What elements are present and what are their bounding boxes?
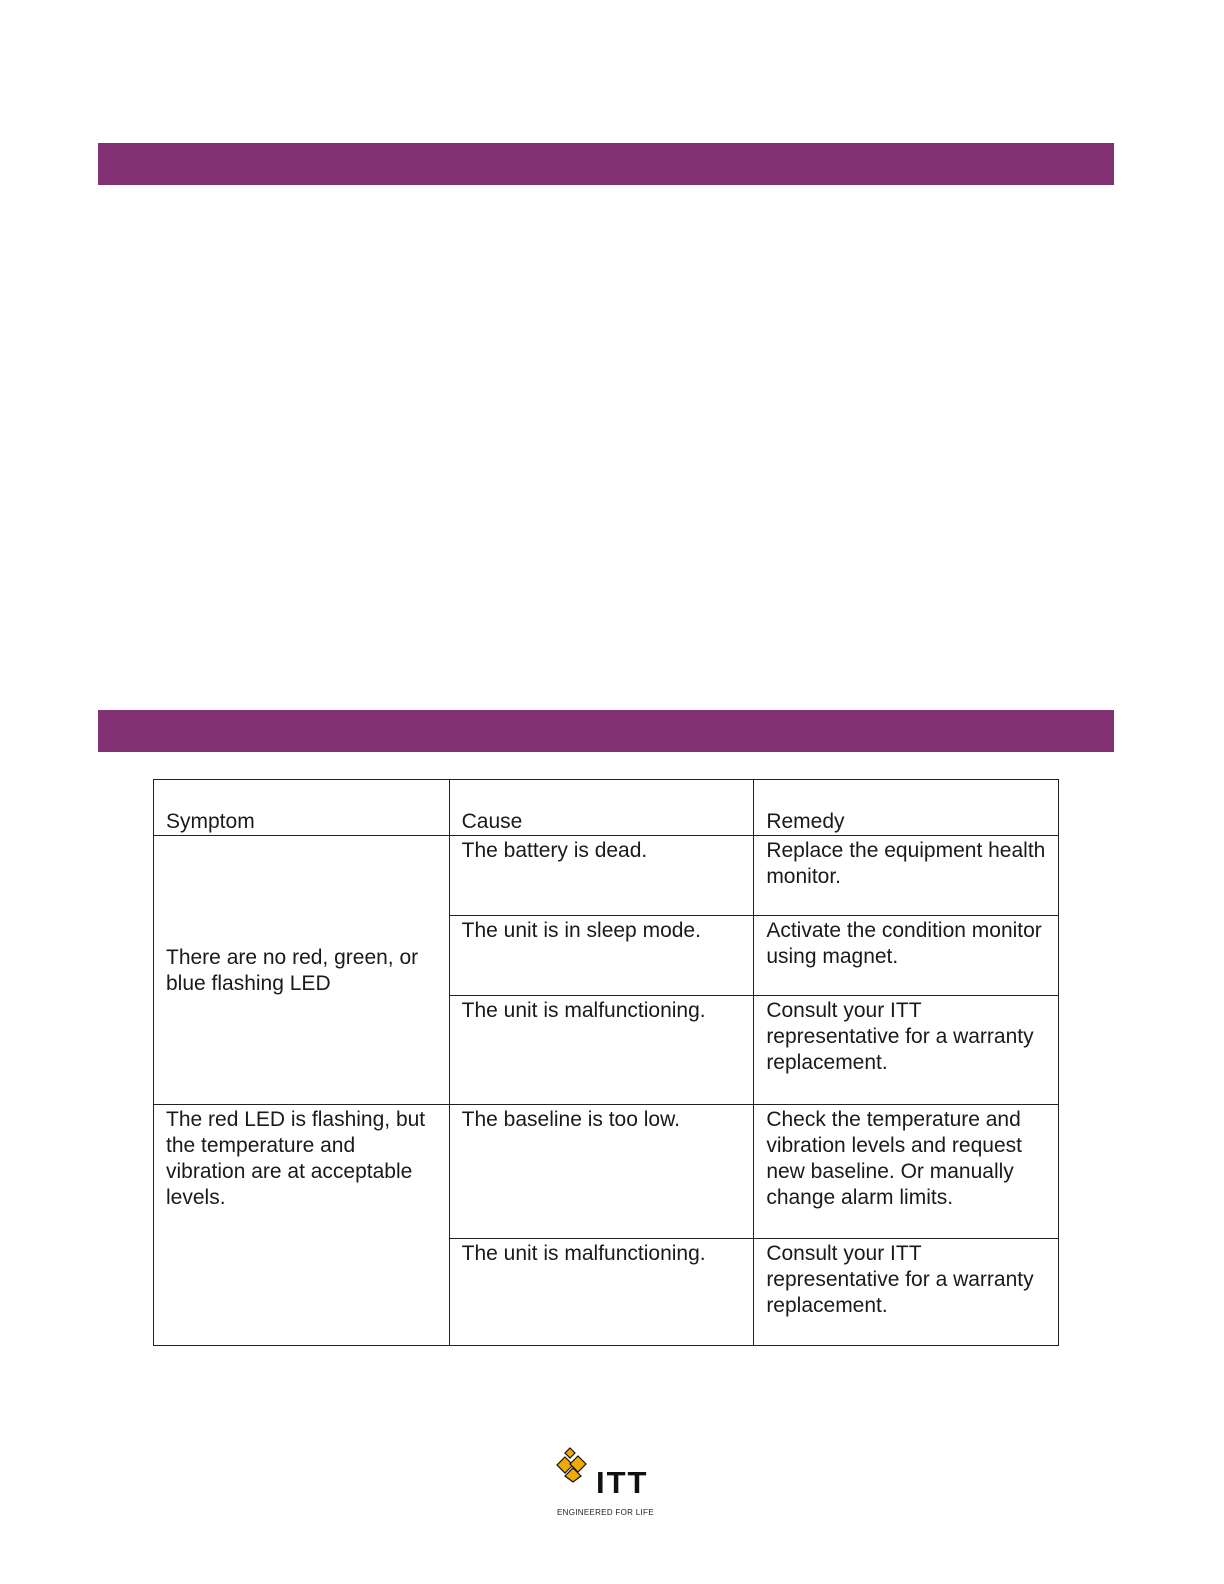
cause-cell: The battery is dead. (449, 836, 754, 916)
remedy-cell: Activate the condition monitor using magnet. (754, 916, 1059, 996)
cause-cell: The unit is in sleep mode. (449, 916, 754, 996)
itt-logo-mark-icon (556, 1447, 590, 1483)
symptom-cell: The red LED is flashing, but the temperature and vibration are at acceptable levels. (154, 1105, 450, 1346)
symptom-cell: There are no red, green, or blue flashing LED (154, 836, 450, 1105)
logo-wordmark: ITT (596, 1465, 649, 1500)
remedy-cell: Consult your ITT representative for a warranty replacement. (754, 996, 1059, 1105)
header-remedy: Remedy (754, 780, 1059, 836)
remedy-cell: Check the temperature and vibration levels and request new baseline. Or manually change alarm limits. (754, 1105, 1059, 1239)
itt-logo (556, 1447, 656, 1519)
table-header-row (154, 780, 1059, 836)
section-header-bar-troubleshooting (98, 710, 1114, 752)
logo-tagline: ENGINEERED FOR LIFE (557, 1508, 654, 1517)
table-row (154, 1105, 1059, 1239)
cause-cell: The baseline is too low. (449, 1105, 754, 1239)
table-row (154, 836, 1059, 916)
section-header-bar-top (98, 143, 1114, 185)
cause-cell: The unit is malfunctioning. (449, 1239, 754, 1346)
troubleshooting-table (153, 779, 1059, 1346)
remedy-cell: Replace the equipment health monitor. (754, 836, 1059, 916)
header-cause: Cause (449, 780, 754, 836)
remedy-cell: Consult your ITT representative for a warranty replacement. (754, 1239, 1059, 1346)
header-symptom: Symptom (154, 780, 450, 836)
cause-cell: The unit is malfunctioning. (449, 996, 754, 1105)
